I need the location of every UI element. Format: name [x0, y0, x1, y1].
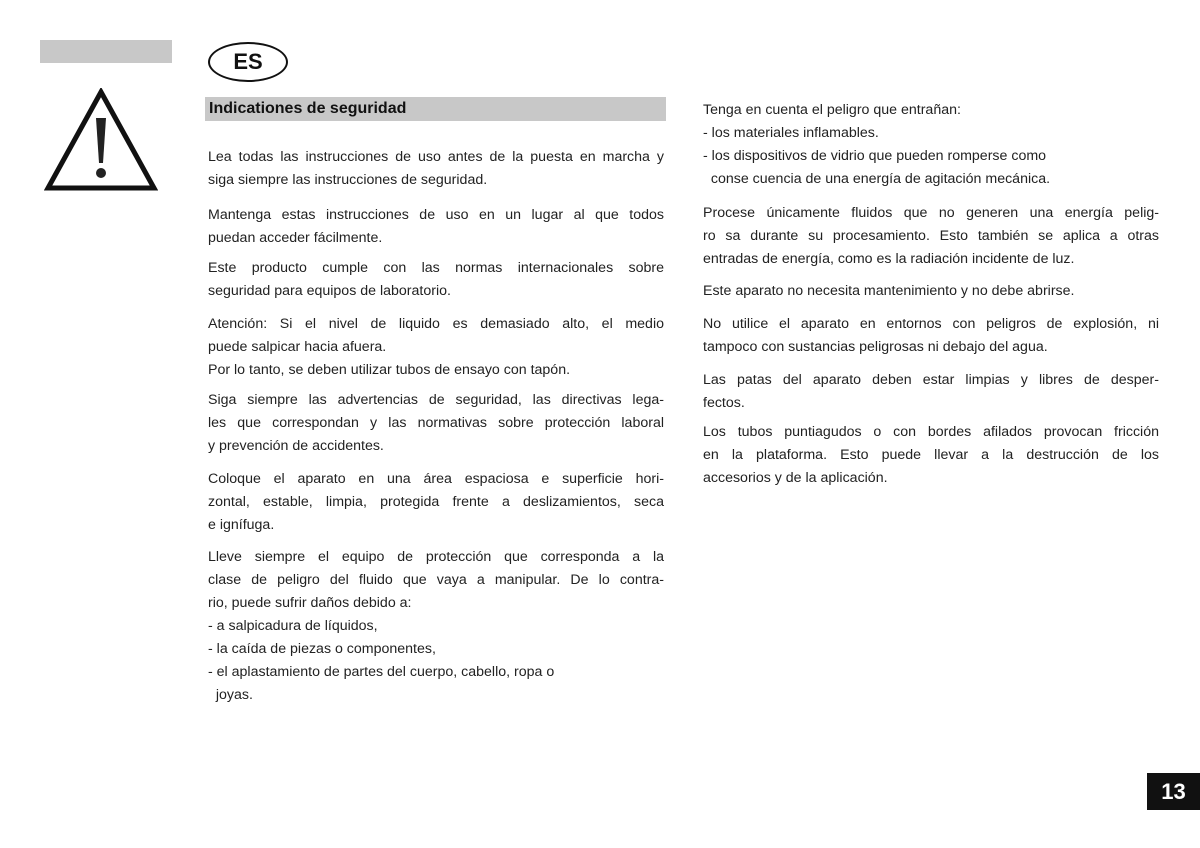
- paragraph: [208, 389, 664, 458]
- text-line: y prevención de accidentes.: [208, 438, 384, 454]
- text-line: accesorios y de la aplicación.: [703, 470, 888, 486]
- text-line: Por lo tanto, se deben utilizar tubos de ensayo con tapón.: [208, 362, 571, 378]
- section-marker-bar: [40, 40, 172, 63]
- warning-triangle-icon: [44, 88, 158, 192]
- paragraph: [703, 202, 1159, 271]
- paragraph: [703, 99, 1159, 191]
- text-line: - a salpicadura de líquidos,: [208, 618, 378, 634]
- text-line: zontal, estable, limpia, protegida frente a deslizamientos, seca: [208, 494, 664, 510]
- text-line: joyas.: [208, 687, 253, 703]
- text-line: Este producto cumple con las normas internacionales sobre: [208, 260, 664, 276]
- text-line: Tenga en cuenta el peligro que entrañan:: [703, 102, 961, 118]
- text-line: fectos.: [703, 395, 745, 411]
- text-line: conse cuencia de una energía de agitación mecánica.: [703, 171, 1051, 187]
- text-line: Lea todas las instrucciones de uso antes de la puesta en marcha y: [208, 149, 664, 165]
- paragraph: [703, 280, 1159, 303]
- text-line: tampoco con sustancias peligrosas ni debajo del agua.: [703, 339, 1048, 355]
- text-line: - la caída de piezas o componentes,: [208, 641, 436, 657]
- text-line: ro sa durante su procesamiento. Esto también se aplica a otras: [703, 228, 1159, 244]
- text-line: Las patas del aparato deben estar limpias y libres de desper-: [703, 372, 1159, 388]
- text-line: Atención: Si el nivel de liquido es demasiado alto, el medio: [208, 316, 664, 332]
- text-line: rio, puede sufrir daños debido a:: [208, 595, 412, 611]
- text-line: siga siempre las instrucciones de seguridad.: [208, 172, 488, 188]
- paragraph: [703, 369, 1159, 415]
- text-line: entradas de energía, como es la radiación incidente de luz.: [703, 251, 1075, 267]
- paragraph: [208, 146, 664, 192]
- text-line: puedan acceder fácilmente.: [208, 230, 383, 246]
- text-line: - los materiales inflamables.: [703, 125, 879, 141]
- text-line: Lleve siempre el equipo de protección que corresponda a la: [208, 549, 664, 565]
- page-number: 13: [1147, 773, 1200, 810]
- paragraph: [208, 546, 664, 707]
- language-badge: ES: [208, 42, 288, 82]
- paragraph: [703, 421, 1159, 490]
- text-line: - los dispositivos de vidrio que pueden romperse como: [703, 148, 1047, 164]
- text-line: clase de peligro del fluido que vaya a manipular. De lo contra-: [208, 572, 664, 588]
- text-line: Coloque el aparato en una área espaciosa e superficie hori-: [208, 471, 664, 487]
- paragraph: [703, 313, 1159, 359]
- text-line: No utilice el aparato en entornos con peligros de explosión, ni: [703, 316, 1159, 332]
- text-line: Procese únicamente fluidos que no generen una energía pelig-: [703, 205, 1159, 221]
- text-line: seguridad para equipos de laboratorio.: [208, 283, 451, 299]
- text-line: e ignífuga.: [208, 517, 275, 533]
- section-title: Indicationes de seguridad: [205, 97, 666, 121]
- text-line: Este aparato no necesita mantenimiento y no debe abrirse.: [703, 283, 1075, 299]
- text-line: - el aplastamiento de partes del cuerpo, cabello, ropa o: [208, 664, 555, 680]
- paragraph: [208, 257, 664, 303]
- text-line: Mantenga estas instrucciones de uso en un lugar al que todos: [208, 207, 664, 223]
- paragraph: [208, 204, 664, 250]
- text-line: en la plataforma. Esto puede llevar a la destrucción de los: [703, 447, 1159, 463]
- paragraph: [208, 313, 664, 382]
- text-line: Siga siempre las advertencias de seguridad, las directivas lega-: [208, 392, 664, 408]
- text-line: Los tubos puntiagudos o con bordes afilados provocan fricción: [703, 424, 1159, 440]
- text-line: puede salpicar hacia afuera.: [208, 339, 387, 355]
- paragraph: [208, 468, 664, 537]
- text-line: les que correspondan y las normativas sobre protección laboral: [208, 415, 664, 431]
